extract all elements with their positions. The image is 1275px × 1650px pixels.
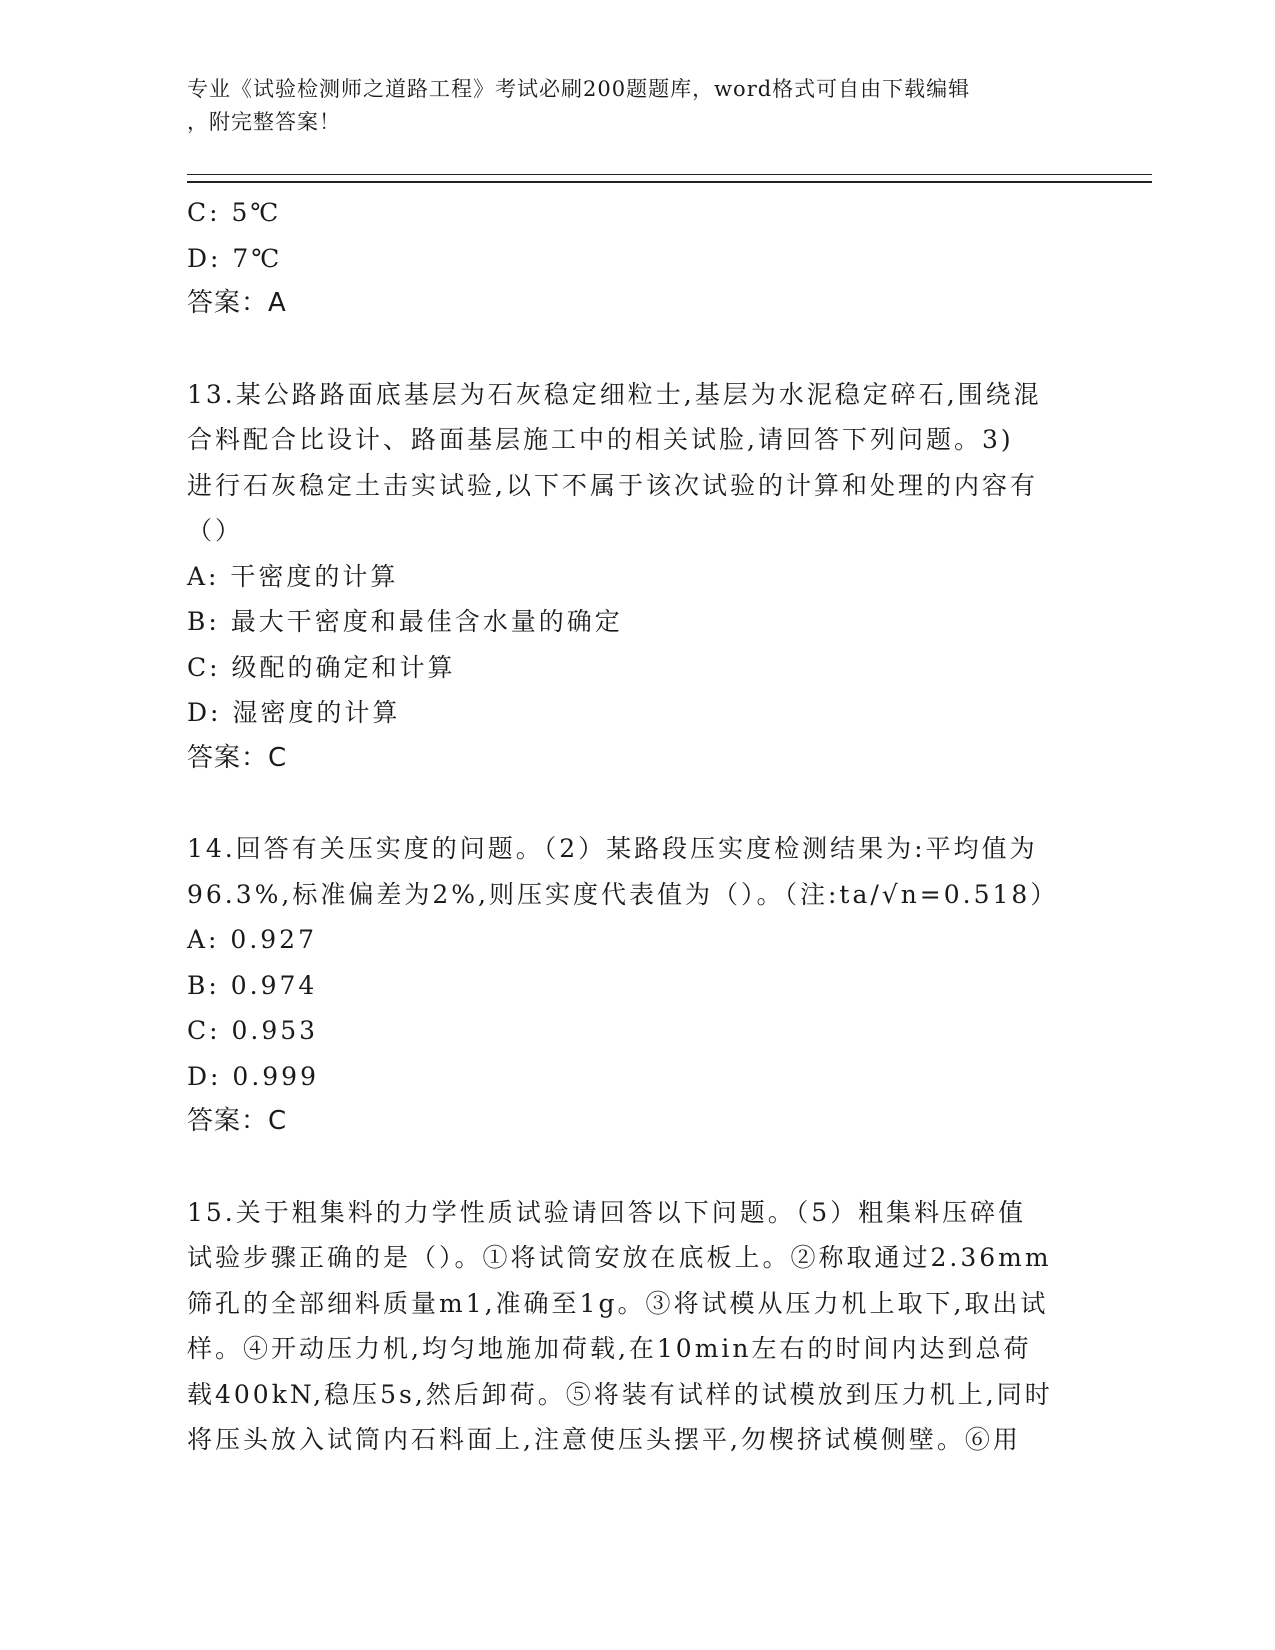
spacer <box>187 1145 1077 1190</box>
q13-stem-line: （） <box>187 516 244 545</box>
spacer <box>187 327 1077 372</box>
question-12-tail <box>187 190 1077 327</box>
q15-stem-line: 样。④开动压力机,均匀地施加荷载,在10min左右的时间内达到总荷 <box>187 1334 1032 1363</box>
q13-answer: 答案：C <box>187 742 288 773</box>
q15-stem-line: 15.关于粗集料的力学性质试验请回答以下问题。（5）粗集料压碎值 <box>187 1197 1027 1227</box>
q12-option-c: C: 5℃ <box>187 198 282 227</box>
q13-stem-line: 合料配合比设计、路面基层施工中的相关试脸,请回答下列问题。3) <box>187 425 1014 454</box>
q15-stem-line: 将压头放入试筒内石料面上,注意使压头摆平,勿楔挤试模侧壁。⑥用 <box>187 1425 1021 1454</box>
q14-answer: 答案：C <box>187 1106 288 1136</box>
q14-option-d: D: 0.999 <box>187 1061 319 1091</box>
q14-option-b: B: 0.974 <box>187 970 318 1000</box>
q14-option-c: C: 0.953 <box>187 1016 319 1045</box>
spacer <box>187 781 1077 826</box>
q15-stem-line: 试验步骤正确的是（）。①将试筒安放在底板上。②称取通过2.36mm <box>187 1243 1052 1272</box>
q13-stem-line: 13.某公路路面底基层为石灰稳定细粒士,基层为水泥稳定碎石,围绕混 <box>187 379 1042 409</box>
q12-option-d: D: 7℃ <box>187 243 283 273</box>
q13-option-a: A: 干密度的计算 <box>187 561 399 591</box>
q15-stem-line: 筛孔的全部细料质量m1,准确至1g。③将试模从压力机上取下,取出试 <box>187 1288 1049 1318</box>
q15-stem-line: 载400kN,稳压5s,然后卸荷。⑤将装有试样的试模放到压力机上,同时 <box>187 1379 1053 1409</box>
document-header <box>187 73 1067 139</box>
header-title-line-2: ，附完整答案！ <box>187 110 341 134</box>
question-content <box>187 190 1077 1463</box>
header-divider-thin <box>187 174 1152 175</box>
q13-stem-line: 进行石灰稳定土击实试验,以下不属于该次试验的计算和处理的内容有 <box>187 470 1038 500</box>
q14-stem-line: 96.3%,标准偏差为2%,则压实度代表值为（）。（注:ta/√n=0.518） <box>187 879 1059 909</box>
q14-option-a: A: 0.927 <box>187 925 317 954</box>
q12-answer: 答案：A <box>187 288 287 318</box>
question-13 <box>187 372 1077 782</box>
header-title-line-1: 专业《试验检测师之道路工程》考试必刷200题题库，word格式可自由下载编辑 <box>187 77 971 101</box>
header-divider-thick <box>187 181 1152 183</box>
q13-option-c: C: 级配的确定和计算 <box>187 652 456 682</box>
q14-stem-line: 14.回答有关压实度的问题。（2）某路段压实度检测结果为:平均值为 <box>187 834 1038 863</box>
q13-option-b: B: 最大干密度和最佳含水量的确定 <box>187 607 623 636</box>
question-15 <box>187 1190 1077 1463</box>
q13-option-d: D: 湿密度的计算 <box>187 698 401 727</box>
question-14 <box>187 826 1077 1145</box>
